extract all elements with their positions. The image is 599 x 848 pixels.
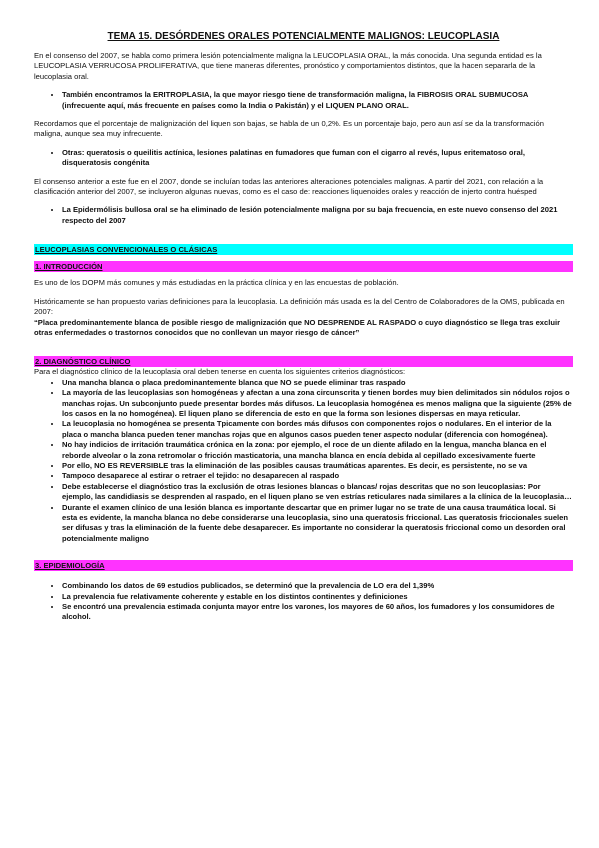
intro-list-3: [34, 205, 573, 226]
list-item: • Durante el examen clínico de una lesión blanca es importante descartar que en primer lugar no se trate de una causa traumática local. Si esta es evidente, la mancha blanca no debe considerarse una leucoplasia, sino una queratosis friccional. Las queratosis friccionales suelen ser difusas y tras la eliminación de la fuente debe desaparecer. Es importante no considerar la queratosis friccional como un desorden oral potencialmente maligno: [62, 503, 573, 545]
intro-paragraph-1: En el consenso del 2007, se habla como primera lesión potencialmente maligna la LEUCOPLASIA ORAL, la más conocida. Una segunda entidad es la LEUCOPLASIA VERRUCOSA PROLIFERATIVA, que tiene maneras diferentes, pronóstico y comportamientos distintos, que la hacen separarla de la leucoplasia oral.: [34, 51, 542, 81]
intro-list-2: [34, 148, 573, 169]
list-item: • Tampoco desaparece al estirar o retraer el tejido: no desaparecen al raspado: [62, 471, 573, 481]
list-item: • La Epidermólisis bullosa oral se ha eliminado de lesión potencialmente maligna por su baja frecuencia, en este nuevo consenso del 2021 respecto del 2007: [62, 205, 573, 226]
intro-paragraph-2: Recordamos que el porcentaje de malignización del liquen son bajas, se habla de un 0,2%. Es un porcentaje bajo, pero aun así se da la transformación maligna, aunque sea muy infrecuente.: [34, 119, 544, 139]
list-item: • Otras: queratosis o queilitis actínica, lesiones palatinas en fumadores que fuman con el cigarro al revés, lupus eritematoso oral, disqueratosis congénita: [62, 148, 573, 169]
section-heading-epidemiology: 3. EPIDEMIOLOGÍA: [34, 560, 573, 571]
intro-paragraph-3: El consenso anterior a este fue en el 2007, donde se incluían todas las anteriores alteraciones potenciales malignas. A partir del 2021, con relación a la clasificación anterior del 2007, se incluyeron algunas nuevas, como es el caso de: reacciones liquenoides orales y reacción de injerto contra huésped: [34, 176, 544, 197]
diagnosis-list: [34, 378, 573, 545]
diagnosis-lead: Para el diagnóstico clínico de la leucoplasia oral deben tenerse en cuenta los siguientes criterios diagnósticos:: [34, 367, 406, 377]
page-title: TEMA 15. DESÓRDENES ORALES POTENCIALMENTE MALIGNOS: LEUCOPLASIA: [107, 31, 500, 42]
list-item: • Combinando los datos de 69 estudios publicados, se determinó que la prevalencia de LO era del 1,39%: [62, 581, 573, 591]
list-item: • La leucoplasia no homogénea se presenta Tpicamente con bordes más difusos con componentes rojos o nodulares. En el interior de la placa o mancha blanca pueden tener manchas rojas que en algunos casos pueden tener aspecto nodular (diferencia con homogénea).: [62, 419, 573, 440]
list-item: • Se encontró una prevalencia estimada conjunta mayor entre los varones, los mayores de 60 años, los fumadores y los consumidores de alcohol.: [62, 602, 573, 623]
introduction-paragraph-1: Es uno de los DOPM más comunes y más estudiadas en la práctica clínica y en las encuestas de población.: [34, 278, 399, 288]
list-item: • La prevalencia fue relativamente coherente y estable en los distintos continentes y definiciones: [62, 592, 573, 602]
list-item: • Por ello, NO ES REVERSIBLE tras la eliminación de las posibles causas traumáticas aparentes. Es decir, es persistente, no se va: [62, 461, 573, 471]
list-item: • Una mancha blanca o placa predominantemente blanca que NO se puede eliminar tras raspado: [62, 378, 573, 388]
intro-list-1: [34, 90, 573, 111]
section-heading-diagnosis: 2. DIAGNÓSTICO CLÍNICO: [34, 356, 573, 367]
section-heading-classic: LEUCOPLASIAS CONVENCIONALES O CLÁSICAS: [34, 244, 573, 255]
introduction-quote: “Placa predominantemente blanca de posible riesgo de malignización que NO DESPRENDE AL RASPADO o cuyo diagnóstico se llega tras excluir otras enfermedades o trastornos conocidos que no conllevan un mayor riesgo de cáncer”: [34, 317, 561, 337]
introduction-paragraph-2: Históricamente se han propuesto varias definiciones para la leucoplasia. La definición más usada es la del Centro de Colaboradores de la OMS, publicada en 2007:: [34, 296, 565, 317]
list-item: • Debe establecerse el diagnóstico tras la exclusión de otras lesiones blancas o blancas/ rojas descritas que no son leucoplasias: Por ejemplo, las candidiasis se desprenden al raspado, en el liquen plano se ven estrías reticulares nada similares a la clínica de la leucoplasia…: [62, 482, 573, 503]
list-item: • La mayoría de las leucoplasias son homogéneas y afectan a una zona circunscrita y tienen bordes muy bien delimitados sin nódulos rojos o manchas rojas. Un subconjunto puede presentar bordes más difusos. La leucoplasia homogénea es menos maligna que la siguiente (25% de los casos en la no homogénea). El liquen plano se diferencia de esto en que la forma son lesiones dispersas en maya reticular.: [62, 388, 573, 419]
list-item: • También encontramos la ERITROPLASIA, la que mayor riesgo tiene de transformación maligna, la FIBROSIS ORAL SUBMUCOSA (infrecuente aquí, más frecuente en países como la India o Pakistán) y el LIQUEN PLANO ORAL.: [62, 90, 573, 111]
list-item: • No hay indicios de irritación traumática crónica en la zona: por ejemplo, el roce de un diente afilado en la lengua, mancha blanca en el reborde alveolar o la zona retromolar o fricción masticatoria, una mancha blanca en encía debida al cepillado excesivamente fuerte: [62, 440, 573, 461]
epidemiology-list: [34, 581, 573, 623]
section-heading-introduction: 1. INTRODUCCIÓN: [34, 261, 573, 272]
